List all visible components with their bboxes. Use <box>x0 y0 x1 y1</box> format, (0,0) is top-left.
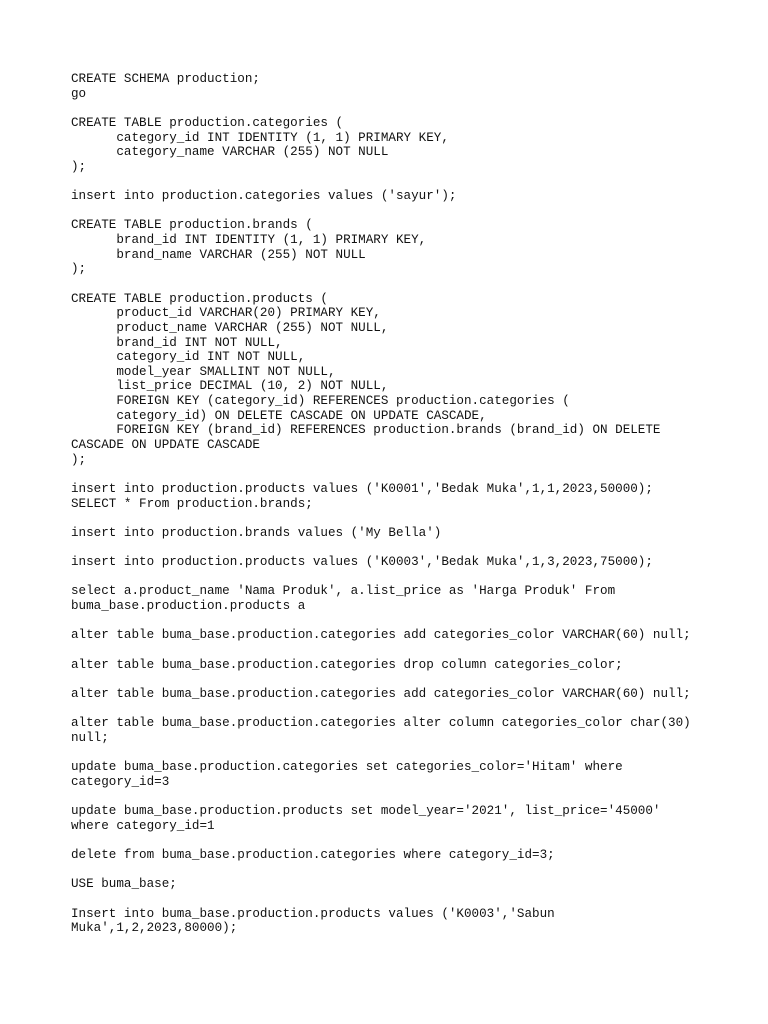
code-line: update buma_base.production.products set model_year='2021', list_price='45000' <box>71 804 661 819</box>
code-line <box>71 702 711 717</box>
code-line <box>71 745 711 760</box>
code-line: brand_name VARCHAR (255) NOT NULL <box>71 247 366 262</box>
code-line: Insert into buma_base.production.products values ('K0003','Sabun <box>71 906 555 921</box>
code-line: model_year SMALLINT NOT NULL, <box>71 364 336 379</box>
code-line: USE buma_base; <box>71 877 177 892</box>
code-line <box>71 789 711 804</box>
code-line <box>71 863 711 878</box>
code-line: list_price DECIMAL (10, 2) NOT NULL, <box>71 379 389 394</box>
code-line: ); <box>71 452 87 467</box>
code-line: delete from buma_base.production.categories where category_id=3; <box>71 847 555 862</box>
code-line <box>71 277 711 292</box>
code-line: category_name VARCHAR (255) NOT NULL <box>71 145 389 160</box>
code-line: null; <box>71 730 109 745</box>
code-line: category_id INT NOT NULL, <box>71 350 306 365</box>
code-line: product_id VARCHAR(20) PRIMARY KEY, <box>71 306 381 321</box>
code-line: product_name VARCHAR (255) NOT NULL, <box>71 320 389 335</box>
code-line: brand_id INT IDENTITY (1, 1) PRIMARY KEY, <box>71 233 427 248</box>
code-line <box>71 467 711 482</box>
code-line <box>71 570 711 585</box>
code-line: alter table buma_base.production.categories add categories_color VARCHAR(60) null; <box>71 628 691 643</box>
code-line <box>71 892 711 907</box>
code-line: where category_id=1 <box>71 818 215 833</box>
code-line <box>71 614 711 629</box>
code-line: FOREIGN KEY (category_id) REFERENCES production.categories ( <box>71 394 570 409</box>
code-line: select a.product_name 'Nama Produk', a.list_price as 'Harga Produk' From <box>71 584 616 599</box>
code-line: update buma_base.production.categories set categories_color='Hitam' where <box>71 760 623 775</box>
code-line <box>71 541 711 556</box>
code-line <box>71 672 711 687</box>
code-line: SELECT * From production.brands; <box>71 496 313 511</box>
code-line: go <box>71 86 87 101</box>
document-page <box>71 72 711 936</box>
code-line: buma_base.production.products a <box>71 599 306 614</box>
code-line: insert into production.categories values ('sayur'); <box>71 189 457 204</box>
code-line: ); <box>71 159 87 174</box>
code-line: brand_id INT NOT NULL, <box>71 335 283 350</box>
code-line: insert into production.brands values ('My Bella') <box>71 525 442 540</box>
code-line: alter table buma_base.production.categories drop column categories_color; <box>71 657 623 672</box>
code-line: insert into production.products values ('K0003','Bedak Muka',1,3,2023,75000); <box>71 555 653 570</box>
code-line <box>71 204 711 219</box>
code-line: alter table buma_base.production.categories alter column categories_color char(30) <box>71 716 691 731</box>
code-line: Muka',1,2,2023,80000); <box>71 921 238 936</box>
code-line <box>71 511 711 526</box>
code-line: category_id) ON DELETE CASCADE ON UPDATE CASCADE, <box>71 408 487 423</box>
code-line <box>71 833 711 848</box>
code-line: insert into production.products values ('K0001','Bedak Muka',1,1,2023,50000); <box>71 481 653 496</box>
code-line: alter table buma_base.production.categories add categories_color VARCHAR(60) null; <box>71 686 691 701</box>
code-line: CASCADE ON UPDATE CASCADE <box>71 438 260 453</box>
code-line: CREATE SCHEMA production; <box>71 72 260 86</box>
code-line: ); <box>71 262 87 277</box>
code-line: category_id=3 <box>71 774 170 789</box>
code-line <box>71 101 711 116</box>
code-line <box>71 174 711 189</box>
code-line: CREATE TABLE production.categories ( <box>71 115 344 130</box>
code-line: category_id INT IDENTITY (1, 1) PRIMARY KEY, <box>71 130 449 145</box>
code-line: CREATE TABLE production.brands ( <box>71 218 313 233</box>
code-line: CREATE TABLE production.products ( <box>71 291 328 306</box>
code-line <box>71 643 711 658</box>
code-line: FOREIGN KEY (brand_id) REFERENCES production.brands (brand_id) ON DELETE <box>71 423 661 438</box>
